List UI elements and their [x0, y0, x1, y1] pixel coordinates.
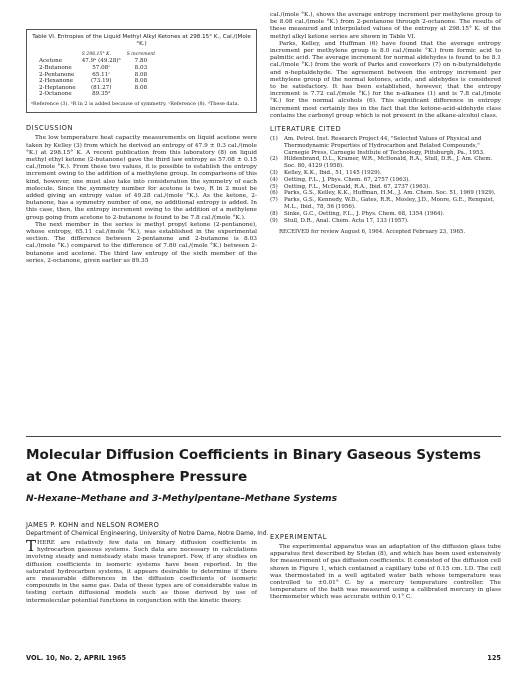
table-cell: Acetone: [39, 58, 63, 65]
reference-text: Parks, G.S., Kennedy, W.D., Gates, R.R., Mosley, J.D., Moore, G.E., Renquist, M.L., Ibid., 78, 56 (1956).: [284, 197, 495, 211]
reference-text: Oetting, F.L., J. Phys. Chem. 67, 2757 (1963).: [284, 176, 411, 183]
table-cell: 7.80: [134, 58, 148, 65]
reference-number: (5): [270, 183, 278, 190]
reference-number: (3): [270, 170, 278, 177]
table-cell: 8.08: [134, 84, 148, 91]
table-row: [39, 65, 161, 72]
reference-item: [270, 136, 501, 156]
article-subtitle: N-Hexane–Methane and 3-Methylpentane–Methane Systems: [26, 493, 338, 504]
reference-text: Kelley, K.K., Ibid., 51, 1145 (1929).: [284, 170, 382, 177]
right-column: [270, 12, 501, 236]
article-title-line: Molecular Diffusion Coefficients in Binary Gaseous Systems: [26, 447, 481, 463]
page-number: 125: [487, 654, 501, 662]
reference-item: [270, 218, 501, 225]
table-cell: 89.35ᵈ: [92, 91, 111, 98]
experimental-section: [270, 533, 501, 602]
reference-text: Sinke, G.C., Oetting, F.L., J. Phys. Chem. 68, 1354 (1964).: [284, 210, 445, 217]
table-cell: 2-Hexanone: [39, 78, 74, 85]
discussion-heading: DISCUSSION: [26, 124, 74, 133]
table-cell: 65.11ᶜ: [92, 71, 111, 78]
reference-item: [270, 156, 501, 170]
discussion-continued-paragraph: cal./(mole °K.), shows the average entropy increment per methylene group to be 8.08 cal./(mole °K.) from 2-pentanone through 2-octanone. The results of these measured and interpolated values of the entropy at 298.15° K. of the methyl alkyl ketone series are shown in Table VI.: [270, 12, 501, 40]
table-cell: (81.27): [91, 84, 112, 91]
table-cell: 57.08ᶜ: [92, 65, 111, 71]
reference-item: [270, 170, 501, 177]
reference-list: [270, 136, 501, 224]
reference-number: (8): [270, 210, 278, 217]
reference-number: (7): [270, 197, 278, 204]
table-cell: 2-Pentanone: [39, 71, 75, 78]
article-title-line: at One Atmosphere Pressure: [26, 469, 248, 485]
article-introduction: [26, 537, 257, 605]
table-cell: 2-Heptanone: [39, 84, 76, 91]
reference-text: Parks, G.S., Kelley, K.K., Huffman, H.M., J. Am. Chem. Soc. 51, 1969 (1929).: [284, 190, 496, 197]
reference-item: [270, 197, 501, 211]
page-footer: [26, 654, 501, 662]
article-header: [26, 444, 501, 537]
reference-item: [270, 211, 501, 218]
table-header: [39, 52, 82, 59]
reference-text: Am. Petrol. Inst. Research Project 44, "Selected Values of Physical and Thermodynamic Properties of Hydrocarbon and Related Compounds," Carnegie Press, Carnegie Institute of Technology, Pittsburgh, Pa., 1953.: [284, 136, 485, 156]
table-cell: 2-Octanone: [39, 91, 72, 98]
table-header: S increment: [126, 51, 156, 57]
table-cell: 8.08: [134, 71, 148, 78]
table-cell: (73.19): [91, 78, 112, 85]
table-footnote: ᵃReference (3). ᵇR ln 2 is added because of symmetry. ᶜReference (8). ᵈThese data.: [31, 100, 240, 107]
entropy-table: [39, 52, 161, 98]
discussion-paragraph: The low temperature heat capacity measurements on liquid acetone were taken by Kelley (3) from which he derived an entropy of 47.9 ± 0.3 cal./(mole °K.) at 298.15° K. A recent publication from this laboratory (8) on liquid methyl ethyl ketone (2-butanone) gave the third law entropy as 57.08 ± 0.15 cal./(mole °K.). From these two values, it is possible to establish the entropy increment owing to the addition of a methylene group. In comparisons of this kind, however, one must also take into consideration the symmetry of each molecule. Since the symmetry number for acetone is two, R ln 2 must be added giving an entropy value of 49.28 cal./(mole °K.). As the ketone, 2-butanone, has a symmetry number of one, no additional entropy is added. In this case, then, the entropy increment owing to the addition of a methylene group going from acetone to 2-butanone is found to be 7.8 cal./(mole °K.).: [26, 135, 257, 221]
reference-number: (9): [270, 217, 278, 224]
journal-volume: VOL. 10, No. 2, APRIL 1965: [26, 654, 127, 662]
experimental-heading: EXPERIMENTAL: [270, 533, 328, 541]
reference-item: [270, 177, 501, 184]
table-row: [39, 91, 161, 98]
experimental-paragraph: The experimental apparatus was an adaptation of the diffusion glass tube apparatus first described by Stefan (8), and which has been used extensively for measurement of gas diffusion coefficients. It consisted of the diffusion cell shown in Figure 1, which contained a capillary tube of 0.15 cm. I.D. The cell was thermostated in a well agitated water bath whose temperature was controlled to ±0.01° C. by a mercury temperature controller. The temperature of the bath was measured using a calibrated mercury in glass thermometer which was accurate within 0.1° C.: [270, 544, 501, 601]
article-title: [26, 444, 501, 488]
table-cell: 8.08: [134, 78, 148, 85]
discussion-paragraph: Parks, Kelley, and Huffman (6) have found that the average entropy increment per methylene group is 8.0 cal./(mole °K.) from formic acid to palmitic acid. The average increment for normal aldehydes is found to be 8.1 cal./(mole °K.) from the work of Parks and coworkers (7) on n-butyraldehyde and n-heptaldehyde. The agreement between the entropy increment per methylene group of the normal ketones, acids, and aldehydes is considered to be satisfactory. It has been established, however, that the entropy increment is 7.72 cal./(mole °K.) for the n-alkanes (1) and is 7.8 cal./(mole °K.) for the normal alcohols (6). This significant difference in entropy increment most certainly lies in the fact that the ketone-acid-aldehyde class contains the carbonyl group which is not present in the alkane-alcohol class.: [270, 40, 501, 119]
introduction-paragraph: [26, 537, 257, 605]
section-divider: [26, 436, 501, 437]
article-affiliation: Department of Chemical Engineering, University of Notre Dame, Notre Dame, Ind.: [26, 531, 269, 537]
entropy-table-box: [26, 29, 257, 113]
article-authors: JAMES P. KOHN and NELSON ROMERO: [26, 521, 160, 529]
literature-heading: LITERATURE CITED: [270, 125, 342, 134]
table-row: [39, 58, 161, 65]
left-column: [26, 12, 257, 265]
discussion-paragraph: The next member in the series is methyl propyl ketone (2-pentanone), whose entropy, 65.11 cal./(mole °K.), was established in the experimental section. The difference between 2-pentanone and 2-butanone is 8.03 cal./(mole °K.) compared to the difference of 7.80 cal./(mole °K.) between 2-butanone and acetone. The third law entropy of the sixth member of the series, 2-octanone, given earlier as 89.35: [26, 221, 257, 264]
table-cell: [127, 91, 161, 98]
reference-number: (6): [270, 190, 278, 197]
reference-item: [270, 190, 501, 197]
table-cell: 8.03: [134, 65, 148, 71]
introduction-text: HERE are relatively few data on binary diffusion coefficients in hydrocarbon gaseous systems. Such data are necessary in calculations involving steady and nonsteady state mass transport. Few, if any studies on diffusion coefficients in isomeric systems have been reported. In the saturated hydrocarbon systems, it appears desirable to determine if there are measurable differences in the diffusion coefficients of isomeric compounds in the same gas. Data of these types are of considerable value in testing certain diffusional models such as those derived by use of intermolecular potential functions in conjunction with the kinetic theory.: [26, 540, 257, 604]
reference-text: Stull, D.R., Anal. Chem. Acta 17, 133 (1957).: [284, 217, 409, 224]
table-caption: Table VI. Entropies of the Liquid Methyl Alkyl Ketones at 298.15° K., Cal./(Mole °K.): [32, 34, 251, 48]
drop-cap: T: [26, 537, 37, 555]
table-cell: 2-Butanone: [39, 65, 72, 71]
table-header: S 298.15° K.: [81, 51, 112, 57]
reference-text: Oetting, F.L., McDonald, R.A., Ibid. 67, 2737 (1963).: [284, 183, 430, 190]
reference-number: (4): [270, 176, 278, 183]
reference-number: (2): [270, 156, 278, 163]
table-cell: 47.9ᵃ (49.28)ᵇ: [81, 58, 121, 65]
reference-number: (1): [270, 136, 278, 143]
received-note: RECEIVED for review August 6, 1964. Accepted February 23, 1965.: [279, 229, 466, 236]
table-row: [39, 78, 161, 85]
reference-text: Hildenbrand, D.L., Kramer, W.R., McDonald, R.A., Stull, D.R., J. Am. Chem. Soc. 80, 4129 (1958).: [284, 156, 493, 170]
